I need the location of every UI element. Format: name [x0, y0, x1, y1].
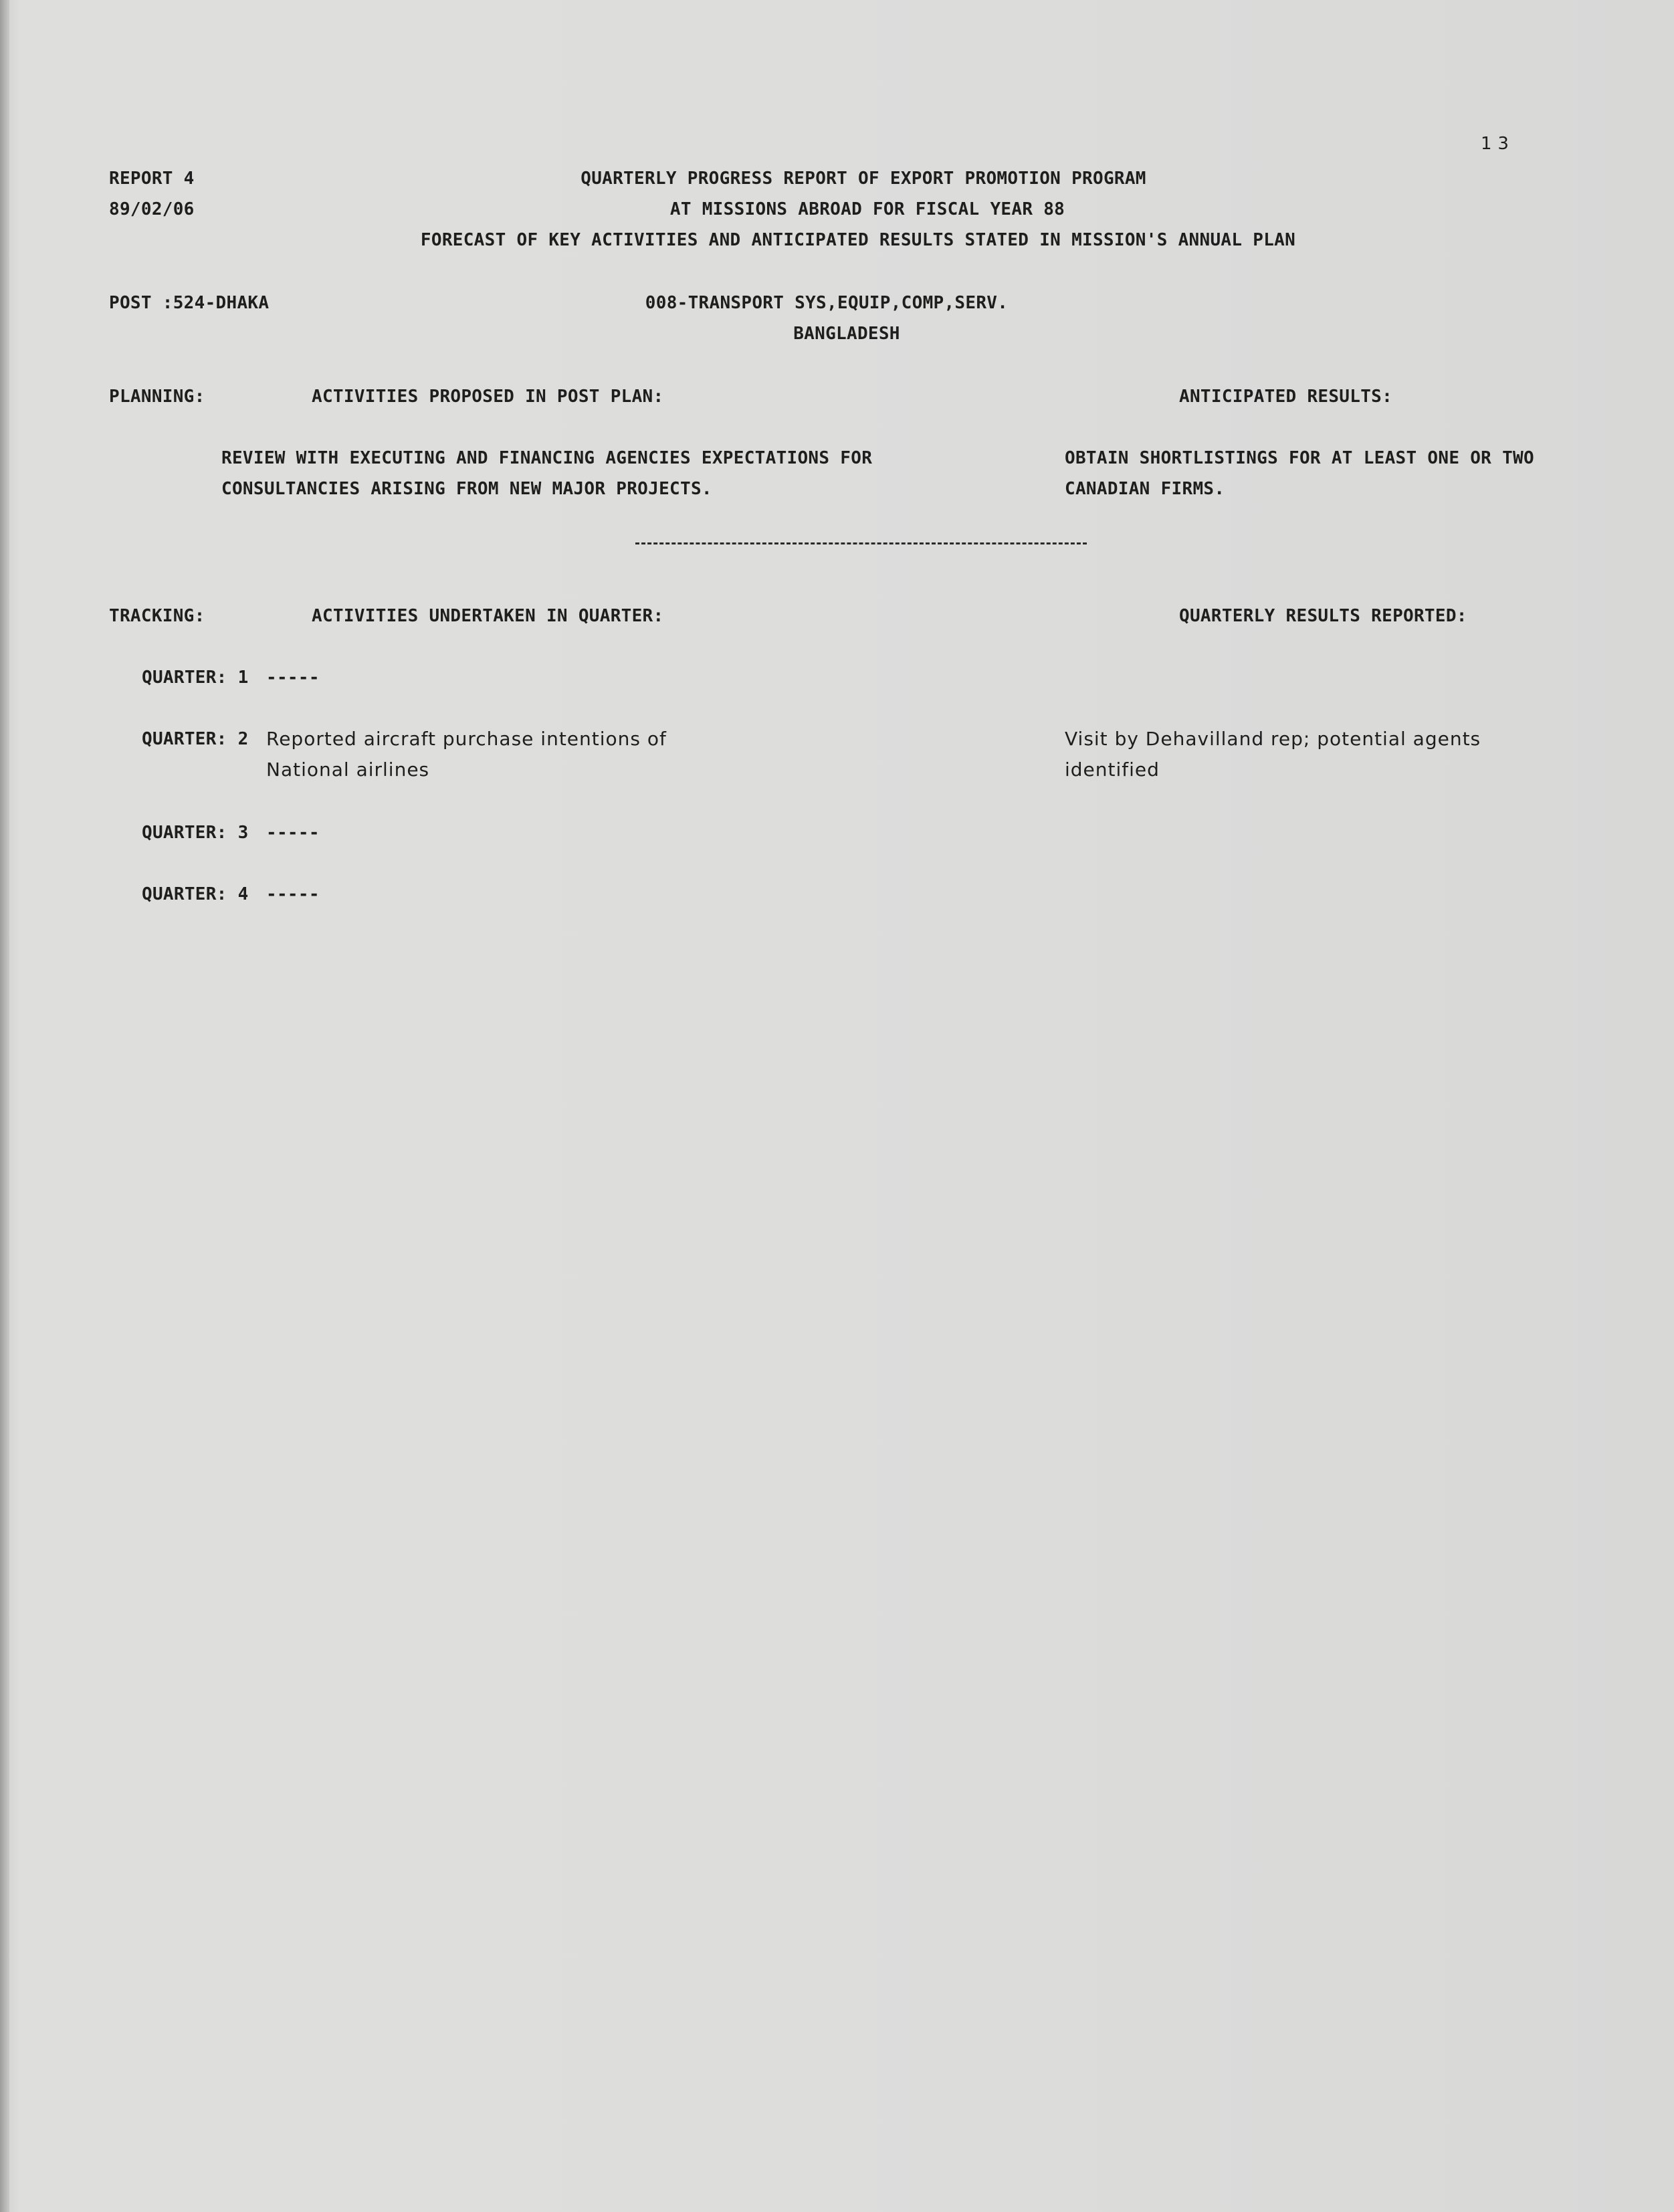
page-edge-shadow: [0, 0, 9, 2212]
quarter-2-activity-line-2: National airlines: [266, 759, 430, 781]
anticipated-results-heading: ANTICIPATED RESULTS:: [1179, 387, 1393, 407]
planned-activity-line-2: CONSULTANCIES ARISING FROM NEW MAJOR PROJECTS.: [221, 479, 712, 499]
post-label: POST :524-DHAKA: [109, 293, 270, 313]
quarter-4-activity: -----: [266, 884, 320, 904]
tracking-activities-heading: ACTIVITIES UNDERTAKEN IN QUARTER:: [312, 606, 664, 626]
planning-label: PLANNING:: [109, 387, 205, 407]
quarter-2-activity-line-1: Reported aircraft purchase intentions of: [266, 728, 667, 750]
quarter-4-label: QUARTER: 4: [142, 884, 249, 904]
report-title-line-2: AT MISSIONS ABROAD FOR FISCAL YEAR 88: [669, 199, 1065, 219]
anticipated-result-line-1: OBTAIN SHORTLISTINGS FOR AT LEAST ONE OR TWO: [1065, 448, 1534, 468]
tracking-label: TRACKING:: [109, 606, 205, 626]
quarter-1-activity: -----: [266, 668, 320, 688]
planning-activities-heading: ACTIVITIES PROPOSED IN POST PLAN:: [312, 387, 664, 407]
quarterly-results-heading: QUARTERLY RESULTS REPORTED:: [1179, 606, 1467, 626]
page-number: 1 3: [1481, 134, 1509, 154]
anticipated-result-line-2: CANADIAN FIRMS.: [1065, 479, 1225, 499]
quarter-3-activity: -----: [266, 823, 320, 843]
section-separator: [635, 542, 1087, 544]
quarter-2-result-line-1: Visit by Dehavilland rep; potential agents: [1065, 728, 1481, 750]
report-date: 89/02/06: [109, 199, 195, 219]
country-label: BANGLADESH: [793, 324, 900, 344]
quarter-2-result-line-2: identified: [1065, 759, 1160, 781]
report-number: REPORT 4: [109, 169, 195, 189]
quarter-3-label: QUARTER: 3: [142, 823, 249, 843]
report-title-line-1: QUARTERLY PROGRESS REPORT OF EXPORT PROMOTION PROGRAM: [581, 169, 1146, 189]
sector-label: 008-TRANSPORT SYS,EQUIP,COMP,SERV.: [645, 293, 1009, 313]
planned-activity-line-1: REVIEW WITH EXECUTING AND FINANCING AGENCIES EXPECTATIONS FOR: [221, 448, 873, 468]
report-title-line-3: FORECAST OF KEY ACTIVITIES AND ANTICIPATED RESULTS STATED IN MISSION'S ANNUAL PLAN: [420, 230, 1296, 250]
quarter-1-label: QUARTER: 1: [142, 668, 249, 688]
quarter-2-label: QUARTER: 2: [142, 729, 249, 749]
